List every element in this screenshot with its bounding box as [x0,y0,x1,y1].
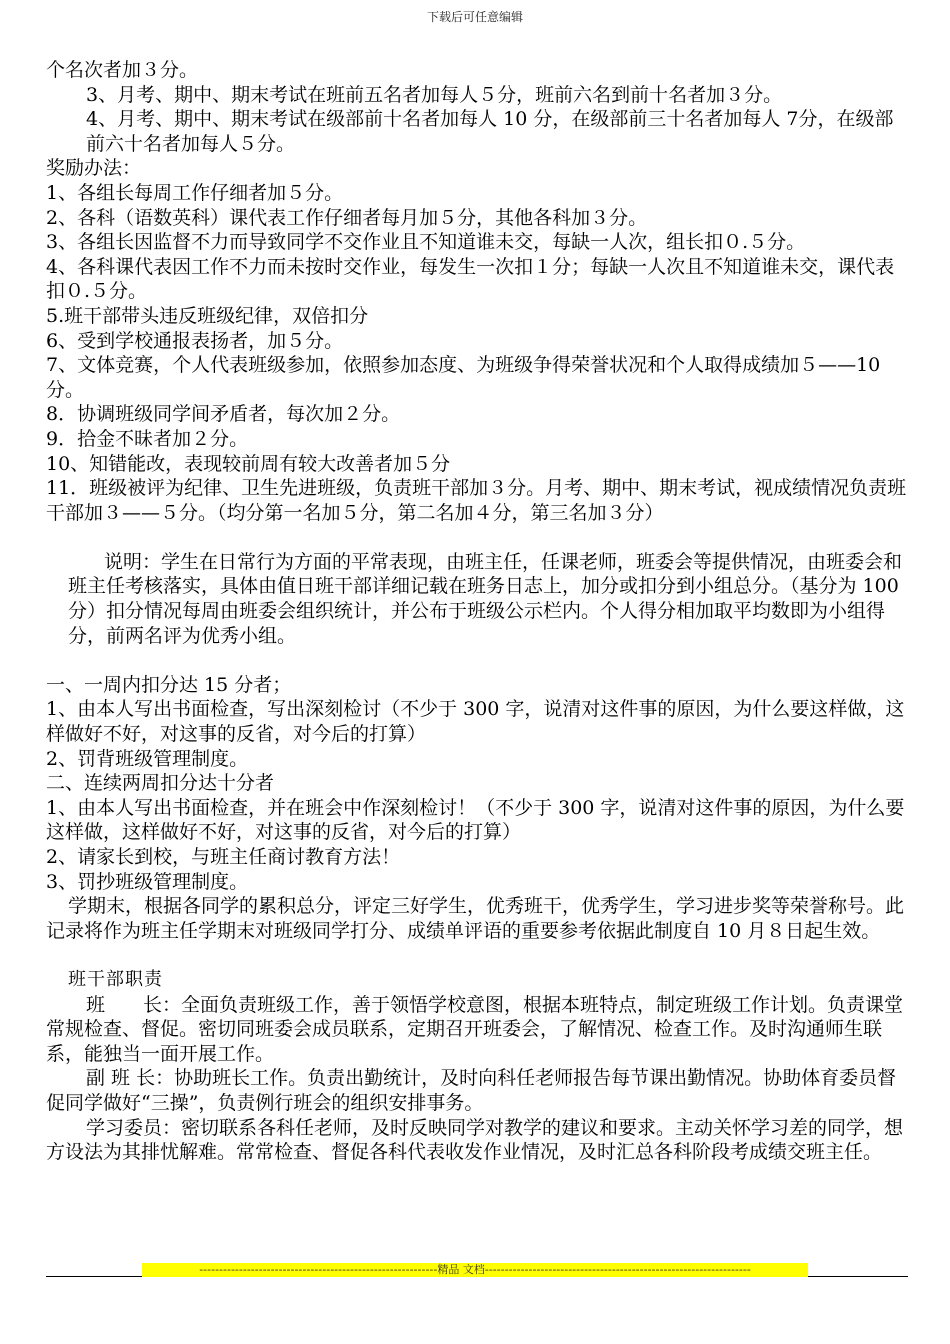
duty-text: 学习委员：密切联系各科任老师，及时反映同学对教学的建议和要求。主动关怀学习差的同学，想方设法为其排忧解难。常常检查、督促各科代表收发作业情况，及时汇总各科阶段考成绩交班主任。 [46,1116,904,1164]
list-item: 8．协调班级同学间矛盾者，每次加２分。 [46,403,401,426]
section-heading: 一、一周内扣分达 15 分者； [46,673,292,696]
list-item: 3、各组长因监督不力而导致同学不交作业且不知道谁未交，每缺一人次，组长扣０.５分。 [46,231,806,254]
duty-text: 班 长：全面负责班级工作，善于领悟学校意图，根据本班特点，制定班级工作计划。负责课堂常规检查、督促。密切同班委会成员联系，定期召开班委会，了解情况、检查工作。及时沟通师生联系，能独当一面开展工作。 [46,993,904,1065]
list-item: 6、受到学校通报表扬者，加５分。 [46,329,344,352]
list-item: 11．班级被评为纪律、卫生先进班级，负责班干部加３分。月考、期中、期末考试，视成绩情况负责班干部加３——５分。（均分第一名加５分，第二名加４分，第三名加３分） [46,477,907,524]
paragraph: 个名次者加３分。 [46,59,199,81]
list-item: 10、知错能改，表现较前周有较大改善者加５分 [46,452,451,475]
duty-paragraph [46,1116,908,1165]
list-item: 2、罚背班级管理制度。 [46,747,249,770]
list-item: 9．拾金不昧者加２分。 [46,427,249,450]
duty-paragraph [46,993,908,1067]
spacer [46,525,908,550]
footer-watermark: ------------------------------------------------------------精品 文档------------------------------------------------------------------- [142,1263,808,1277]
explanation-text: 说明：学生在日常行为方面的平常表现，由班主任，任课老师，班委会等提供情况，由班委会和班主任考核落实，具体由值日班干部详细记载在班务日志上，加分或扣分到小组总分。（基分为 100 分）扣分情况每周由班委会组织统计，并公布于班级公示栏内。个人得分相加取平均数即为小组得分，前两名评为优秀小组。 [68,550,903,647]
duty-paragraph [46,1066,908,1115]
explanation-paragraph [46,550,908,648]
list-item: 1、由本人写出书面检查，写出深刻检讨（不少于 300 字，说清对这件事的原因，为什么要这样做，这样做好不好，对这事的反省，对今后的打算） [46,698,905,746]
list-item: 5.班干部带头违反班级纪律，双倍扣分 [46,304,369,327]
list-item: 1、由本人写出书面检查，并在班会中作深刻检讨！（不少于 300 字，说清对这件事的原因，为什么要这样做，这样做好不好，对这事的反省，对今后的打算） [46,796,905,844]
list-item: 1、各组长每周工作仔细者加５分。 [46,181,344,204]
summary-paragraph [46,894,908,943]
paragraph: 3、月考、期中、期末考试在班前五名者加每人５分，班前六名到前十名者加３分。 [86,83,783,106]
paragraph: 4、月考、期中、期末考试在级部前十名者加每人 10 分，在级部前三十名者加每人 7分，在级部前六十名者加每人５分。 [86,108,894,155]
summary-text: 学期末，根据各同学的累积总分，评定三好学生，优秀班干，优秀学生，学习进步奖等荣誉称号。此记录将作为班主任学期末对班级同学打分、成绩单评语的重要参考依据此制度自 10 月８日起生效。 [46,895,905,942]
spacer [46,648,908,673]
section-heading: 二、连续两周扣分达十分者 [46,772,275,795]
list-item: 2、请家长到校，与班主任商讨教育方法！ [46,846,401,868]
document-body [46,58,908,1165]
section-heading: 奖励办法： [46,157,142,180]
list-item: 3、罚抄班级管理制度。 [46,870,249,893]
page-header: 下载后可任意编辑 [426,10,523,24]
section-title: 班干部职责 [68,968,163,990]
list-item: 2、各科（语数英科）课代表工作仔细者每月加５分，其他各科加３分。 [46,206,648,229]
list-item: 7、文体竞赛，个人代表班级参加，依照参加态度、为班级争得荣誉状况和个人取得成绩加５——10 分。 [46,354,881,401]
spacer [46,943,908,968]
list-item: 4、各科课代表因工作不力而未按时交作业，每发生一次扣１分；每缺一人次且不知道谁未交，课代表扣０.５分。 [46,255,895,303]
duty-text: 副 班 长：协助班长工作。负责出勤统计，及时向科任老师报告每节课出勤情况。协助体育委员督促同学做好“三操”，负责例行班会的组织安排事务。 [46,1067,897,1114]
